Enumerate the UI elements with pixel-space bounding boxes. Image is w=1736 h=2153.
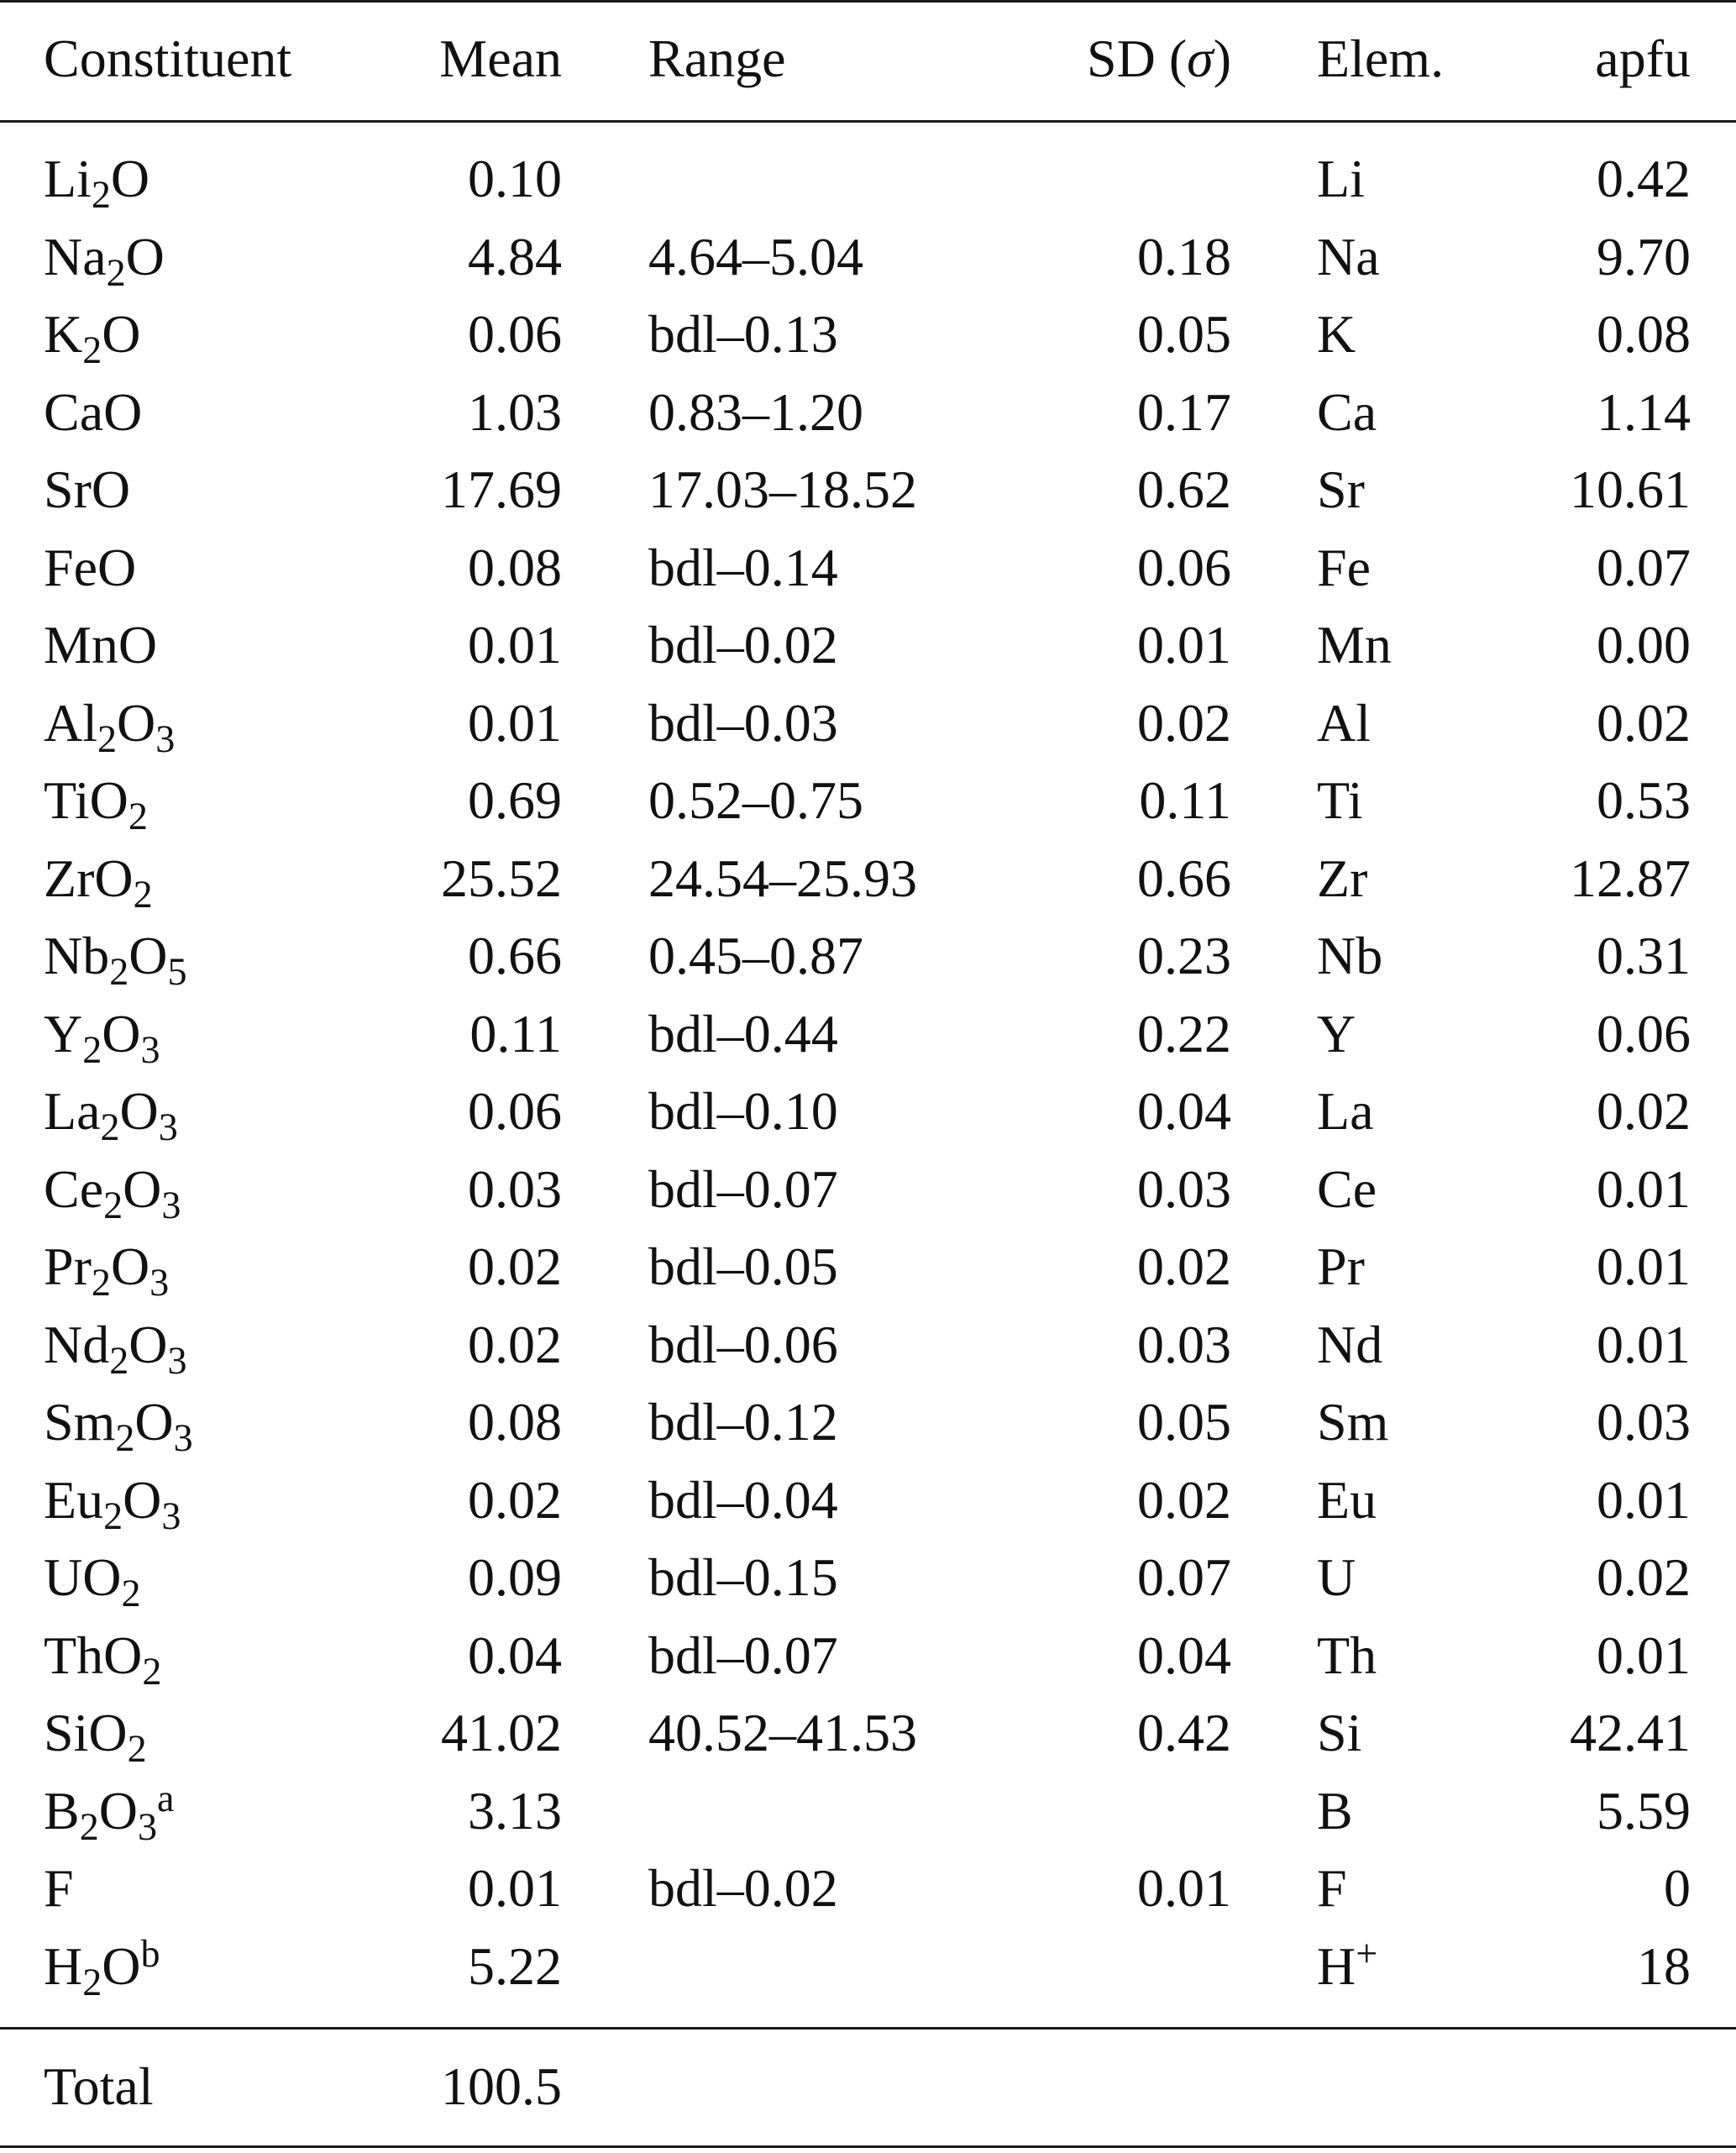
constituent-text: SrO: [44, 459, 131, 519]
constituent-subscript: 2: [121, 1571, 141, 1615]
constituent-text: Li: [44, 149, 92, 208]
constituent-subscript-2: 3: [161, 1494, 181, 1537]
range-cell: bdl–0.02: [648, 1858, 838, 1918]
apfu-cell: 0.53: [1597, 770, 1691, 830]
mean-cell: 1.03: [468, 382, 562, 442]
constituent-oxygen: O: [102, 304, 141, 364]
element-cell: [1317, 218, 1380, 296]
range-cell: bdl–0.07: [648, 1159, 838, 1219]
header-sd: [1087, 20, 1231, 97]
element-text: U: [1317, 1547, 1356, 1607]
constituent-text: B: [44, 1781, 80, 1841]
apfu-cell: 0.03: [1597, 1392, 1691, 1452]
element-cell: [1317, 1617, 1377, 1694]
element-text: Li: [1317, 149, 1365, 208]
sd-cell: 0.18: [1137, 227, 1231, 286]
table-row: [0, 1694, 1736, 1772]
element-text: Pr: [1317, 1237, 1365, 1296]
element-text: Nd: [1317, 1315, 1383, 1374]
apfu-cell: 0.00: [1597, 615, 1691, 675]
constituent-text: La: [44, 1081, 101, 1141]
header-sd-suffix: ): [1213, 29, 1231, 88]
element-cell: [1317, 1539, 1356, 1616]
apfu-cell: 0.07: [1597, 538, 1691, 597]
element-cell: [1317, 1928, 1377, 2005]
constituent-subscript: 2: [100, 1105, 120, 1148]
constituent-text: CaO: [44, 382, 143, 442]
constituent-subscript: 2: [133, 872, 153, 916]
mean-cell: 0.02: [468, 1315, 562, 1374]
element-text: Th: [1317, 1625, 1377, 1685]
constituent-subscript: 2: [82, 1027, 102, 1071]
mean-cell: 0.03: [468, 1159, 562, 1219]
table-row: [0, 1772, 1736, 1850]
constituent-cell: [44, 840, 153, 917]
element-text: Fe: [1317, 538, 1371, 597]
header-rule: [0, 120, 1736, 123]
element-cell: [1317, 1850, 1347, 1927]
constituent-text: Pr: [44, 1237, 92, 1296]
element-text: Nb: [1317, 926, 1383, 985]
element-cell: [1317, 374, 1377, 451]
constituent-oxygen: O: [128, 1315, 168, 1374]
element-text: B: [1317, 1781, 1353, 1841]
range-cell: bdl–0.05: [648, 1237, 838, 1296]
element-text: Na: [1317, 227, 1380, 286]
sd-cell: 0.05: [1137, 304, 1231, 364]
apfu-cell: 10.61: [1570, 459, 1691, 519]
total-mean: 100.5: [441, 2056, 562, 2116]
constituent-cell: [44, 1228, 169, 1305]
mean-cell: 0.01: [468, 615, 562, 675]
apfu-cell: 0.01: [1597, 1625, 1691, 1685]
mean-cell: 5.22: [468, 1936, 562, 1996]
range-cell: 0.83–1.20: [648, 382, 863, 442]
constituent-subscript: 2: [91, 172, 111, 216]
sd-cell: 0.03: [1137, 1159, 1231, 1219]
constituent-oxygen: O: [123, 1470, 162, 1530]
apfu-cell: 0.02: [1597, 1547, 1691, 1607]
constituent-cell: [44, 685, 175, 762]
table-row: [0, 1384, 1736, 1461]
constituent-subscript-2: 3: [155, 717, 176, 760]
mean-cell: 0.09: [468, 1547, 562, 1607]
apfu-cell: 0.08: [1597, 304, 1691, 364]
constituent-cell: [44, 762, 148, 839]
mean-cell: 25.52: [441, 848, 562, 908]
constituent-subscript: 2: [91, 1260, 111, 1304]
constituent-oxygen: O: [134, 1392, 174, 1452]
element-text: Si: [1317, 1703, 1362, 1762]
constituent-cell: [44, 1617, 161, 1694]
table-row: [0, 296, 1736, 373]
constituent-oxygen: O: [102, 1936, 141, 1996]
table-row: [0, 1928, 1736, 2005]
sd-cell: 0.62: [1137, 459, 1231, 519]
sd-cell: 0.17: [1137, 382, 1231, 442]
constituent-subscript: 2: [128, 794, 148, 838]
mean-cell: 17.69: [441, 459, 562, 519]
constituent-cell: [44, 1384, 193, 1461]
header-elem: Elem.: [1317, 29, 1445, 88]
sd-cell: 0.02: [1137, 693, 1231, 753]
table-row: [0, 140, 1736, 218]
table-row: [0, 1073, 1736, 1150]
constituent-subscript: 2: [79, 1804, 99, 1848]
constituent-text: MnO: [44, 615, 158, 675]
apfu-cell: 0.02: [1597, 1081, 1691, 1141]
element-cell: [1317, 140, 1365, 218]
sd-cell: 0.07: [1137, 1547, 1231, 1607]
sd-cell: 0.23: [1137, 926, 1231, 985]
table-row: [0, 218, 1736, 296]
element-cell: [1317, 529, 1371, 607]
constituent-cell: [44, 995, 160, 1073]
mean-cell: 0.06: [468, 304, 562, 364]
element-cell: [1317, 1462, 1377, 1539]
range-cell: bdl–0.13: [648, 304, 838, 364]
constituent-cell: [44, 607, 157, 684]
sd-cell: 0.02: [1137, 1470, 1231, 1530]
element-text: Al: [1317, 693, 1371, 753]
constituent-cell: [44, 140, 149, 218]
range-cell: 0.45–0.87: [648, 926, 863, 985]
constituent-cell: [44, 1073, 178, 1150]
sd-cell: 0.06: [1137, 538, 1231, 597]
constituent-text: Nb: [44, 926, 110, 985]
element-text: Sm: [1317, 1392, 1389, 1452]
sd-cell: 0.01: [1137, 615, 1231, 675]
constituent-text: Sm: [44, 1392, 116, 1452]
element-text: F: [1317, 1858, 1347, 1918]
element-cell: [1317, 296, 1356, 373]
constituent-text: UO: [44, 1547, 122, 1607]
constituent-subscript: 2: [106, 250, 126, 294]
header-mean: Mean: [439, 29, 562, 88]
constituent-subscript: 2: [97, 717, 118, 760]
constituent-oxygen: O: [128, 926, 168, 985]
table-row: [0, 762, 1736, 839]
table-row: [0, 1462, 1736, 1539]
apfu-cell: 0.02: [1597, 693, 1691, 753]
range-cell: bdl–0.10: [648, 1081, 838, 1141]
apfu-cell: 0: [1664, 1858, 1691, 1918]
element-cell: [1317, 1228, 1365, 1305]
mean-cell: 0.02: [468, 1470, 562, 1530]
element-text: Ti: [1317, 770, 1363, 830]
constituent-subscript: 2: [103, 1494, 123, 1537]
mean-cell: 0.04: [468, 1625, 562, 1685]
mean-cell: 0.10: [468, 149, 562, 208]
range-cell: 40.52–41.53: [648, 1703, 917, 1762]
element-cell: [1317, 607, 1392, 684]
table-row: [0, 607, 1736, 684]
element-text: K: [1317, 304, 1356, 364]
range-cell: bdl–0.04: [648, 1470, 838, 1530]
apfu-cell: 5.59: [1597, 1781, 1691, 1841]
constituent-subscript: 2: [103, 1183, 123, 1226]
mean-cell: 0.02: [468, 1237, 562, 1296]
constituent-subscript-2: 3: [158, 1105, 178, 1148]
mean-cell: 3.13: [468, 1781, 562, 1841]
range-cell: bdl–0.07: [648, 1625, 838, 1685]
range-cell: bdl–0.12: [648, 1392, 838, 1452]
element-cell: [1317, 1151, 1377, 1228]
element-cell: [1317, 1772, 1353, 1850]
constituent-cell: [44, 1462, 181, 1539]
range-cell: bdl–0.06: [648, 1315, 838, 1374]
sd-cell: 0.05: [1137, 1392, 1231, 1452]
mean-cell: 0.06: [468, 1081, 562, 1141]
mean-cell: 0.01: [468, 693, 562, 753]
constituent-text: ZrO: [44, 848, 134, 908]
constituent-cell: [44, 529, 136, 607]
apfu-cell: 1.14: [1597, 382, 1691, 442]
sd-cell: 0.01: [1137, 1858, 1231, 1918]
total-rule: [0, 2027, 1736, 2030]
constituent-subscript-2: 3: [149, 1260, 170, 1304]
element-text: Mn: [1317, 615, 1392, 675]
constituent-subscript: 2: [115, 1415, 135, 1459]
table-row: [0, 529, 1736, 607]
mean-cell: 0.69: [468, 770, 562, 830]
element-cell: [1317, 840, 1367, 917]
apfu-cell: 42.41: [1570, 1703, 1691, 1762]
constituent-oxygen: O: [98, 1781, 138, 1841]
constituent-cell: [44, 1151, 181, 1228]
sd-cell: 0.03: [1137, 1315, 1231, 1374]
header-apfu: apfu: [1595, 29, 1691, 88]
sd-cell: 0.11: [1139, 770, 1231, 830]
element-text: Ce: [1317, 1159, 1377, 1219]
constituent-cell: [44, 1772, 174, 1850]
range-cell: bdl–0.14: [648, 538, 838, 597]
constituent-text: Eu: [44, 1470, 104, 1530]
constituent-cell: [44, 451, 130, 528]
element-cell: [1317, 1694, 1361, 1772]
header-sd-prefix: SD (: [1087, 29, 1188, 88]
constituent-text: TiO: [44, 770, 128, 830]
apfu-cell: 0.42: [1597, 149, 1691, 208]
sd-cell: 0.66: [1137, 848, 1231, 908]
constituent-oxygen: O: [102, 1004, 141, 1063]
constituent-cell: [44, 1694, 147, 1772]
footnote-marker: a: [157, 1777, 175, 1820]
table-row: [0, 451, 1736, 528]
constituent-oxygen: O: [110, 149, 150, 208]
constituent-oxygen: O: [125, 227, 165, 286]
constituent-text: Nd: [44, 1315, 110, 1374]
constituent-cell: [44, 1539, 140, 1616]
constituent-text: ThO: [44, 1625, 143, 1685]
apfu-cell: 0.01: [1597, 1159, 1691, 1219]
table-row: [0, 1539, 1736, 1616]
constituent-cell: [44, 296, 140, 373]
mean-cell: 0.66: [468, 926, 562, 985]
table-row: [0, 685, 1736, 762]
constituent-subscript: 2: [82, 1960, 102, 2003]
range-cell: 24.54–25.93: [648, 848, 917, 908]
mean-cell: 0.08: [468, 538, 562, 597]
range-cell: bdl–0.02: [648, 615, 838, 675]
constituent-text: H: [44, 1936, 83, 1996]
apfu-cell: 18: [1637, 1936, 1691, 1996]
constituent-text: K: [44, 304, 83, 364]
table-row: [0, 1617, 1736, 1694]
sd-cell: 0.04: [1137, 1081, 1231, 1141]
range-cell: 17.03–18.52: [648, 459, 917, 519]
mean-cell: 0.08: [468, 1392, 562, 1452]
element-text: La: [1317, 1081, 1374, 1141]
footnote-marker: b: [140, 1932, 160, 1976]
element-cell: [1317, 451, 1365, 528]
constituent-oxygen: O: [123, 1159, 162, 1219]
table-row: [0, 1850, 1736, 1927]
constituent-cell: [44, 1850, 74, 1927]
apfu-cell: 0.06: [1597, 1004, 1691, 1063]
range-cell: bdl–0.15: [648, 1547, 838, 1607]
element-cell: [1317, 1306, 1382, 1384]
constituent-cell: [44, 218, 165, 296]
element-text: Eu: [1317, 1470, 1377, 1530]
constituent-subscript: 2: [127, 1726, 147, 1770]
mean-cell: 4.84: [468, 227, 562, 286]
mean-cell: 0.11: [469, 1004, 562, 1063]
apfu-cell: 0.01: [1597, 1237, 1691, 1296]
sd-cell: 0.42: [1137, 1703, 1231, 1762]
table-row: [0, 374, 1736, 451]
constituent-subscript: 2: [82, 328, 102, 371]
constituent-cell: [44, 1306, 187, 1384]
sd-cell: 0.04: [1137, 1625, 1231, 1685]
constituent-subscript: 2: [142, 1649, 162, 1693]
constituent-subscript-2: 3: [161, 1183, 181, 1226]
element-text: Sr: [1317, 459, 1365, 519]
element-cell: [1317, 995, 1356, 1073]
table-row: [0, 1151, 1736, 1228]
header-row: [0, 20, 1736, 97]
constituent-subscript: 2: [109, 1338, 129, 1382]
constituent-text: F: [44, 1858, 74, 1918]
constituent-text: Ce: [44, 1159, 104, 1219]
total-row: [0, 2048, 1736, 2125]
apfu-cell: 12.87: [1570, 848, 1691, 908]
constituent-text: Y: [44, 1004, 83, 1063]
constituent-text: FeO: [44, 538, 137, 597]
constituent-text: Al: [44, 693, 97, 753]
table-row: [0, 1306, 1736, 1384]
apfu-cell: 0.01: [1597, 1470, 1691, 1530]
table-row: [0, 917, 1736, 995]
top-rule: [0, 0, 1736, 3]
constituent-subscript-2: 5: [167, 949, 187, 993]
element-cell: [1317, 917, 1382, 995]
constituent-oxygen: O: [110, 1237, 150, 1296]
sigma-symbol: σ: [1187, 29, 1214, 88]
element-charge: +: [1356, 1932, 1378, 1976]
range-cell: bdl–0.03: [648, 693, 838, 753]
bottom-rule: [0, 2145, 1736, 2148]
constituent-oxygen: O: [117, 693, 156, 753]
constituent-text: Na: [44, 227, 107, 286]
apfu-cell: 9.70: [1597, 227, 1691, 286]
table-row: [0, 1228, 1736, 1305]
table-row: [0, 840, 1736, 917]
element-cell: [1317, 1384, 1388, 1461]
range-cell: 4.64–5.04: [648, 227, 863, 286]
constituent-text: SiO: [44, 1703, 128, 1762]
apfu-cell: 0.31: [1597, 926, 1691, 985]
element-cell: [1317, 762, 1363, 839]
constituent-subscript-2: 3: [173, 1415, 193, 1459]
header-constituent: Constituent: [44, 29, 292, 88]
element-text: H: [1317, 1936, 1356, 1996]
constituent-cell: [44, 374, 142, 451]
sd-cell: 0.22: [1137, 1004, 1231, 1063]
constituent-oxygen: O: [119, 1081, 159, 1141]
range-cell: bdl–0.44: [648, 1004, 838, 1063]
constituent-subscript: 2: [109, 949, 129, 993]
range-cell: 0.52–0.75: [648, 770, 863, 830]
element-cell: [1317, 1073, 1374, 1150]
table-row: [0, 995, 1736, 1073]
header-range: Range: [648, 29, 786, 88]
constituent-subscript-2: 3: [137, 1804, 157, 1848]
apfu-cell: 0.01: [1597, 1315, 1691, 1374]
constituent-cell: [44, 917, 187, 995]
constituent-cell: [44, 1928, 160, 2005]
total-label: Total: [44, 2056, 154, 2116]
mean-cell: 0.01: [468, 1858, 562, 1918]
mean-cell: 41.02: [441, 1703, 562, 1762]
element-text: Zr: [1317, 848, 1368, 908]
sd-cell: 0.02: [1137, 1237, 1231, 1296]
constituent-subscript-2: 3: [140, 1027, 160, 1071]
element-text: Ca: [1317, 382, 1377, 442]
constituent-subscript-2: 3: [167, 1338, 187, 1382]
element-text: Y: [1317, 1004, 1356, 1063]
element-cell: [1317, 685, 1371, 762]
